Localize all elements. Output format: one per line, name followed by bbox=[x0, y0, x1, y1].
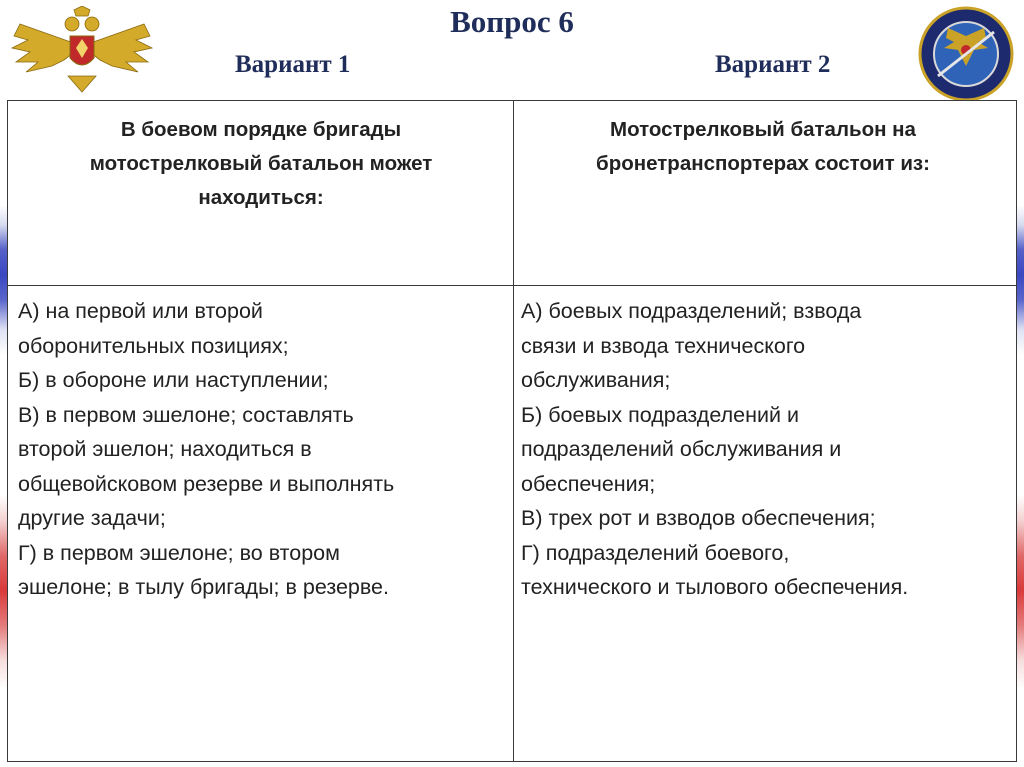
answer-line: оборонительных позициях; bbox=[18, 333, 289, 358]
variant-1-answers bbox=[18, 294, 498, 605]
answer-line: эшелоне; в тылу бригады; в резерве. bbox=[18, 575, 389, 599]
answer-line: Б) боевых подразделений и bbox=[521, 402, 799, 427]
question-line: находиться: bbox=[198, 186, 324, 209]
slide-title: Вопрос 6 bbox=[450, 4, 574, 39]
answer-line: общевойсковом резерве и выполнять bbox=[18, 471, 395, 496]
answer-line: подразделений обслуживания и bbox=[521, 437, 842, 461]
answer-line: другие задачи; bbox=[18, 506, 166, 530]
answer-line: А) боевых подразделений; взвода bbox=[521, 299, 862, 323]
question-line: В боевом порядке бригады bbox=[120, 118, 402, 141]
column-divider bbox=[513, 101, 514, 761]
answer-line: обслуживания; bbox=[521, 368, 671, 392]
variant-2-answers bbox=[521, 294, 1011, 605]
university-seal-icon bbox=[918, 6, 1014, 102]
answer-line: А) на первой или второй bbox=[18, 299, 263, 323]
eagle-emblem-icon bbox=[8, 6, 156, 94]
question-line: мотострелковый батальон может bbox=[89, 152, 433, 175]
row-divider bbox=[8, 285, 1016, 286]
answer-line: Г) подразделений боевого, bbox=[521, 540, 790, 565]
answer-line: В) в первом эшелоне; составлять bbox=[18, 402, 354, 427]
answer-line: связи и взвода технического bbox=[521, 333, 806, 358]
answer-line: второй эшелон; находиться в bbox=[18, 437, 312, 461]
variant-1-question bbox=[31, 113, 491, 215]
answer-line: обеспечения; bbox=[521, 471, 656, 496]
answer-line: Г) в первом эшелоне; во втором bbox=[18, 540, 340, 565]
question-line: бронетранспортерах состоит из: bbox=[596, 152, 930, 175]
question-table bbox=[7, 100, 1017, 762]
answer-line: Б) в обороне или наступлении; bbox=[18, 368, 329, 392]
variant-2-label: Вариант 2 bbox=[715, 51, 831, 78]
variant-1-label: Вариант 1 bbox=[235, 51, 351, 78]
question-line: Мотострелковый батальон на bbox=[610, 118, 916, 141]
variant-2-question bbox=[533, 113, 993, 181]
answer-line: технического и тылового обеспечения. bbox=[521, 575, 909, 599]
answer-line: В) трех рот и взводов обеспечения; bbox=[521, 506, 876, 530]
